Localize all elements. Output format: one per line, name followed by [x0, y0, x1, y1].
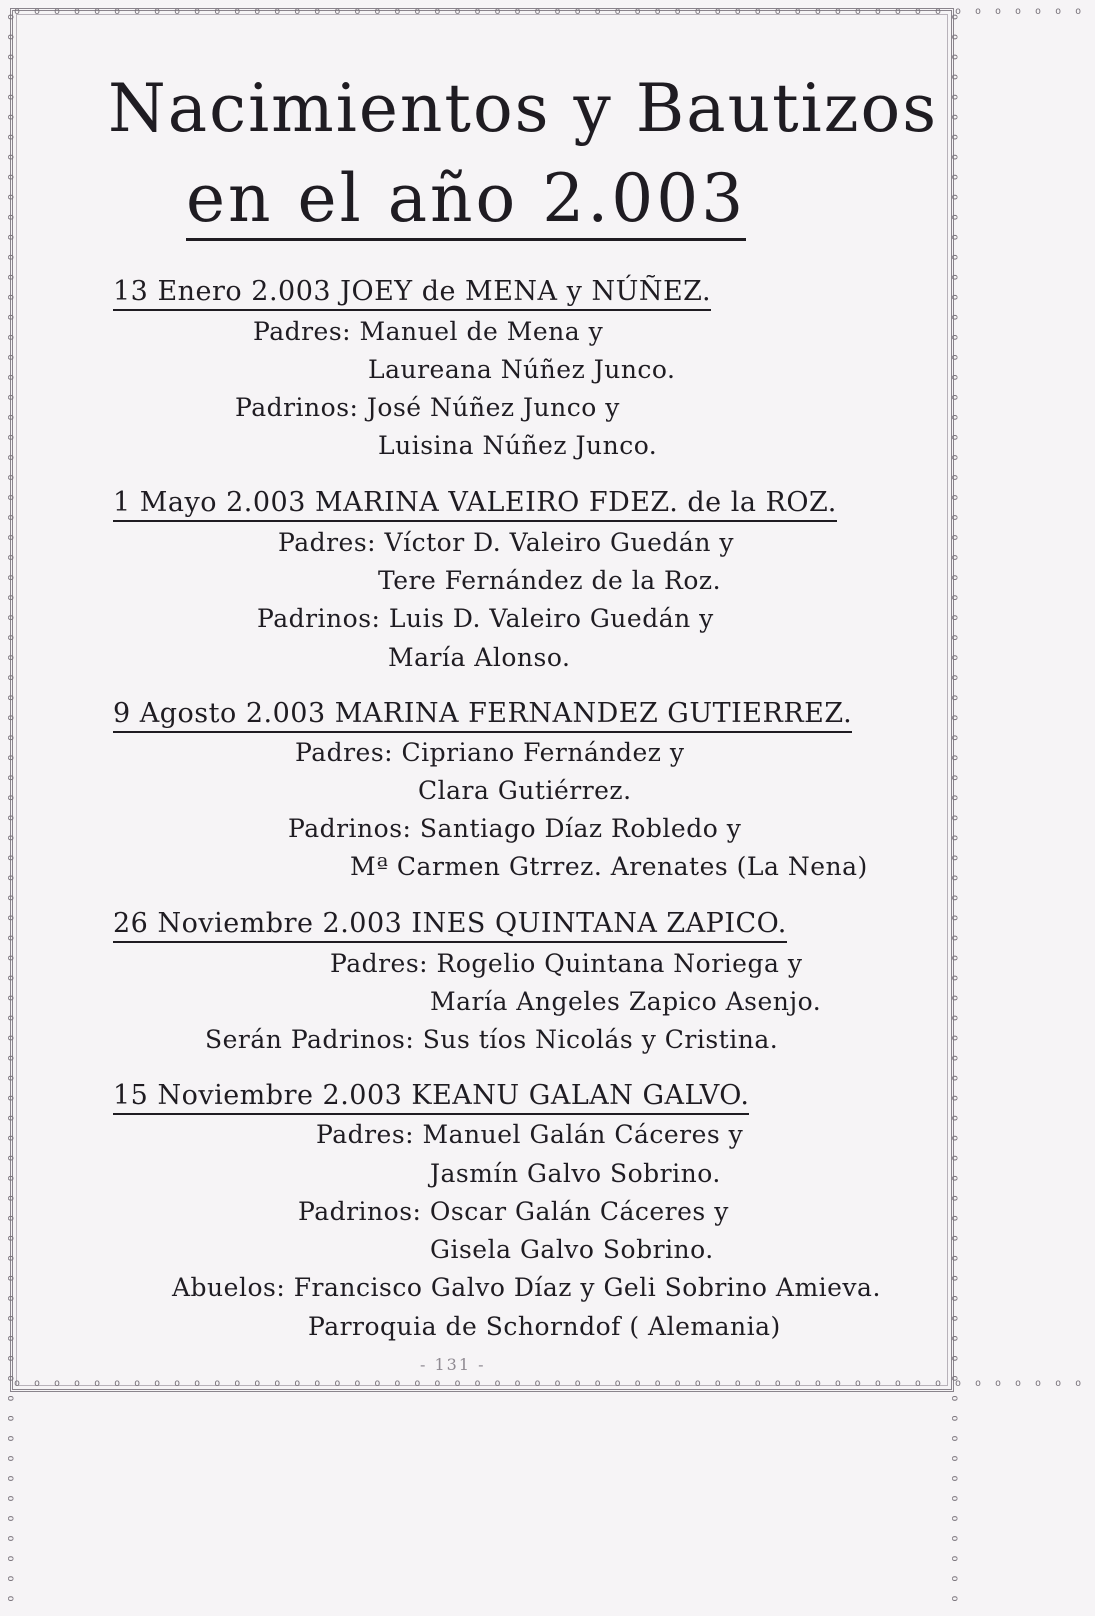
- entry-line: Padres: Manuel Galán Cáceres y: [316, 1120, 744, 1149]
- entry-line: María Alonso.: [388, 643, 571, 672]
- entry-line: Padrinos: Luis D. Valeiro Guedán y: [257, 604, 714, 633]
- border-ornament-top: oooooooooooooooooooooooooooooooooooooooooooooooooooooo: [14, 6, 1095, 17]
- entry-line: Padres: Manuel de Mena y: [253, 317, 604, 346]
- entry-line: Padrinos: José Núñez Junco y: [235, 393, 620, 422]
- entry-line: Padrinos: Santiago Díaz Robledo y: [288, 814, 742, 843]
- entry-header: 13 Enero 2.003 JOEY de MENA y NÚÑEZ.: [113, 275, 711, 311]
- entry-line: Padres: Víctor D. Valeiro Guedán y: [278, 528, 734, 557]
- entry-line: Serán Padrinos: Sus tíos Nicolás y Cristina.: [205, 1025, 779, 1054]
- page-number: - 131 -: [420, 1355, 486, 1374]
- entry-line: Gisela Galvo Sobrino.: [430, 1235, 714, 1264]
- entry-line: María Angeles Zapico Asenjo.: [430, 987, 822, 1016]
- entry-line: Padres: Rogelio Quintana Noriega y: [330, 949, 803, 978]
- entry-header: 26 Noviembre 2.003 INES QUINTANA ZAPICO.: [113, 907, 787, 943]
- entry-line: Padrinos: Oscar Galán Cáceres y: [298, 1197, 729, 1226]
- entry-header: 15 Noviembre 2.003 KEANU GALAN GALVO.: [113, 1079, 749, 1115]
- page-subtitle: en el año 2.003: [186, 160, 746, 241]
- entry-line: Parroquia de Schorndof ( Alemania): [308, 1312, 781, 1341]
- entry-header: 1 Mayo 2.003 MARINA VALEIRO FDEZ. de la ROZ.: [113, 486, 837, 522]
- entry-line: Laureana Núñez Junco.: [368, 355, 676, 384]
- page-title: Nacimientos y Bautizos: [108, 70, 939, 147]
- entry-line: Jasmín Galvo Sobrino.: [430, 1159, 721, 1188]
- entry-line: Tere Fernández de la Roz.: [378, 566, 722, 595]
- entry-header: 9 Agosto 2.003 MARINA FERNANDEZ GUTIERREZ.: [113, 697, 852, 733]
- entry-line: Luisina Núñez Junco.: [378, 431, 658, 460]
- entry-line: Clara Gutiérrez.: [418, 776, 632, 805]
- entry-line: Mª Carmen Gtrrez. Arenates (La Nena): [350, 852, 868, 881]
- entry-line: Abuelos: Francisco Galvo Díaz y Geli Sobrino Amieva.: [172, 1273, 881, 1302]
- border-ornament-right: oooooooooooooooooooooooooooooooooooooooooooooooooooooooooooooooooooooooooooooooo: [949, 14, 960, 1616]
- entry-line: Padres: Cipriano Fernández y: [295, 738, 685, 767]
- border-ornament-left: oooooooooooooooooooooooooooooooooooooooooooooooooooooooooooooooooooooooooooooooo: [5, 14, 16, 1616]
- border-ornament-bottom: oooooooooooooooooooooooooooooooooooooooooooooooooooooo: [14, 1378, 1095, 1389]
